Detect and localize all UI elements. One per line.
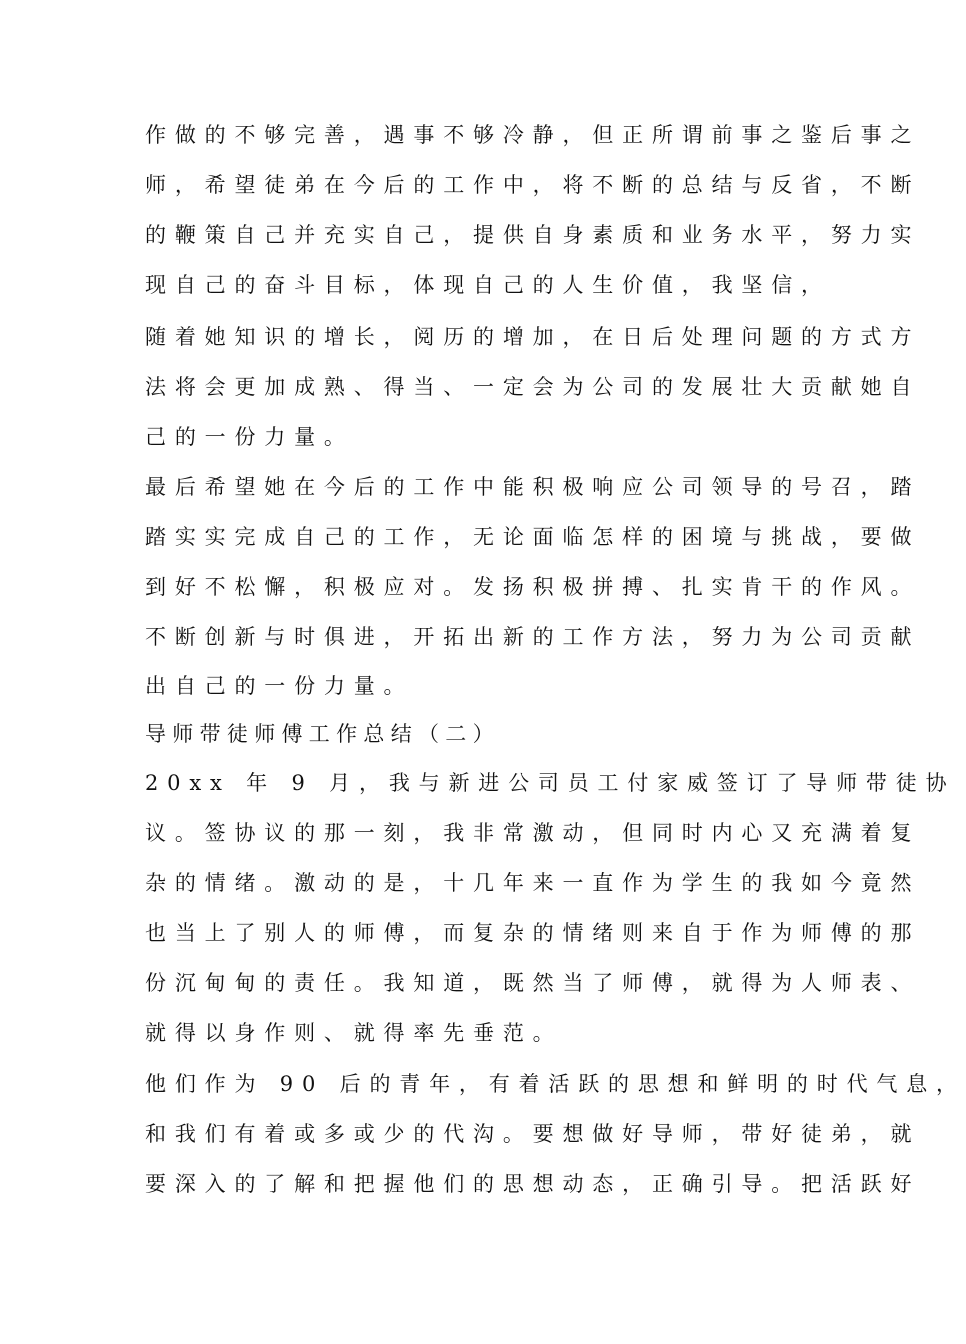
text-line: 也当上了别人的师傅，而复杂的情绪则来自于作为师傅的那 [145, 921, 921, 945]
text-line: 杂的情绪。激动的是，十几年来一直作为学生的我如今竟然 [145, 871, 921, 895]
text-line: 踏实实完成自己的工作，无论面临怎样的困境与挑战，要做 [145, 525, 921, 549]
text-line: 出自己的一份力量。 [145, 674, 414, 698]
text-line: 份沉甸甸的责任。我知道，既然当了师傅，就得为人师表、 [145, 971, 921, 995]
text-line: 现自己的奋斗目标，体现自己的人生价值，我坚信， [145, 273, 831, 297]
text-line: 他们作为 90 后的青年，有着活跃的思想和鲜明的时代气息， [145, 1072, 966, 1096]
text-line: 法将会更加成熟、得当、一定会为公司的发展壮大贡献她自 [145, 375, 921, 399]
text-line: 不断创新与时俱进，开拓出新的工作方法，努力为公司贡献 [145, 625, 921, 649]
text-line: 作做的不够完善，遇事不够冷静，但正所谓前事之鉴后事之 [145, 123, 921, 147]
text-line: 就得以身作则、就得率先垂范。 [145, 1021, 563, 1045]
text-line: 师，希望徒弟在今后的工作中，将不断的总结与反省，不断 [145, 173, 921, 197]
text-line: 议。签协议的那一刻，我非常激动，但同时内心又充满着复 [145, 821, 921, 845]
text-line: 的鞭策自己并充实自己，提供自身素质和业务水平，努力实 [145, 223, 921, 247]
text-line: 20xx 年 9 月，我与新进公司员工付家威签订了导师带徒协 [145, 771, 956, 795]
text-line: 随着她知识的增长，阅历的增加，在日后处理问题的方式方 [145, 325, 921, 349]
text-line: 到好不松懈，积极应对。发扬积极拼搏、扎实肯干的作风。 [145, 575, 921, 599]
text-line: 和我们有着或多或少的代沟。要想做好导师，带好徒弟，就 [145, 1122, 921, 1146]
text-line: 最后希望她在今后的工作中能积极响应公司领导的号召，踏 [145, 475, 921, 499]
section-heading: 导师带徒师傅工作总结（二） [145, 722, 500, 746]
text-line: 己的一份力量。 [145, 425, 354, 449]
text-line: 要深入的了解和把握他们的思想动态，正确引导。把活跃好 [145, 1172, 921, 1196]
